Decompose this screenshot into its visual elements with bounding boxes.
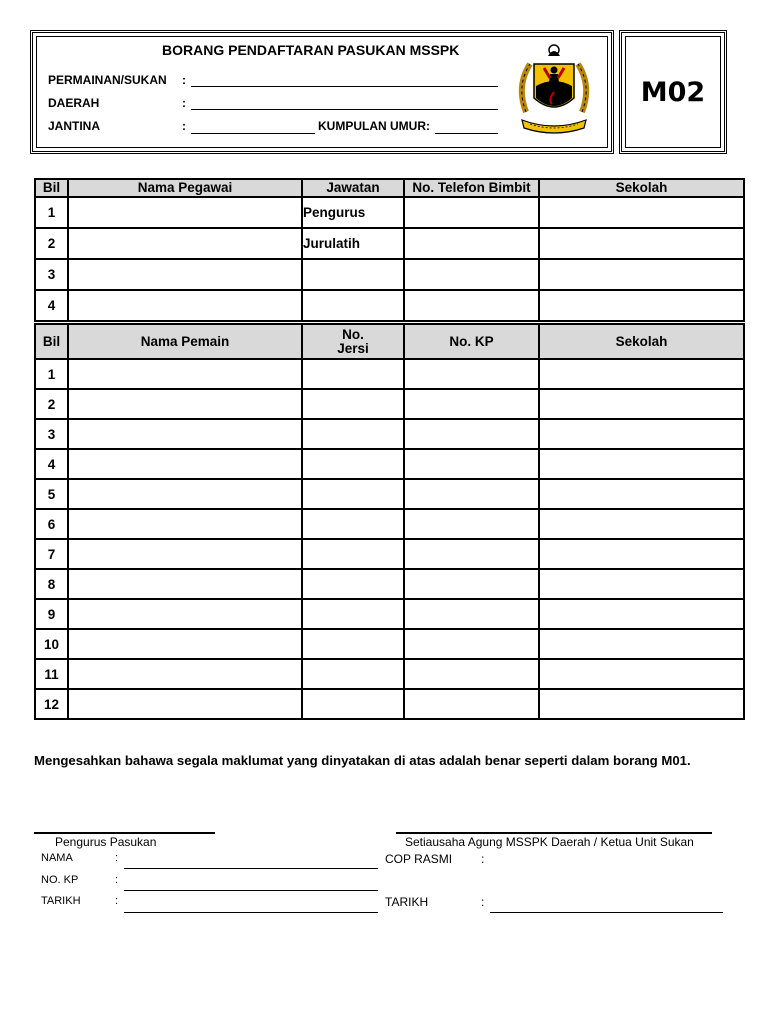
state-emblem-icon <box>514 42 594 138</box>
no-kp-cell[interactable] <box>404 659 539 689</box>
col-header-bil: Bil <box>35 324 68 359</box>
table-row <box>35 689 744 719</box>
no-jersi-cell[interactable] <box>302 659 404 689</box>
nama-pegawai-cell[interactable] <box>68 197 302 228</box>
no-jersi-cell[interactable] <box>302 359 404 389</box>
setiausaha-title: Setiausaha Agung MSSPK Daerah / Ketua Unit Sukan <box>405 835 694 849</box>
sekolah-cell[interactable] <box>539 479 744 509</box>
player-rows <box>35 359 744 719</box>
nama-pemain-cell[interactable] <box>68 449 302 479</box>
table-row <box>35 419 744 449</box>
pengurus-title: Pengurus Pasukan <box>55 835 157 849</box>
tarikh-field-left[interactable] <box>124 912 378 913</box>
no-kp-cell[interactable] <box>404 599 539 629</box>
nama-pemain-cell[interactable] <box>68 479 302 509</box>
tarikh-field-right[interactable] <box>490 912 723 913</box>
row-number: 1 <box>35 197 68 228</box>
nama-pegawai-cell[interactable] <box>68 228 302 259</box>
no-kp-cell[interactable] <box>404 629 539 659</box>
nama-field[interactable] <box>124 868 378 869</box>
sekolah-cell[interactable] <box>539 539 744 569</box>
nama-pemain-cell[interactable] <box>68 359 302 389</box>
no-kp-field[interactable] <box>124 890 378 891</box>
nama-pemain-cell[interactable] <box>68 599 302 629</box>
table-row <box>35 569 744 599</box>
no-kp-cell[interactable] <box>404 449 539 479</box>
no-jersi-cell[interactable] <box>302 689 404 719</box>
row-number: 1 <box>35 359 68 389</box>
daerah-field[interactable] <box>191 109 498 110</box>
form-title: BORANG PENDAFTARAN PASUKAN MSSPK <box>162 42 460 58</box>
jawatan-cell: Pengurus <box>302 197 404 228</box>
row-number: 10 <box>35 629 68 659</box>
nama-pemain-cell[interactable] <box>68 389 302 419</box>
telefon-cell[interactable] <box>404 259 539 290</box>
colon-no-kp: : <box>115 874 119 886</box>
sekolah-cell[interactable] <box>539 599 744 629</box>
nama-pemain-cell[interactable] <box>68 659 302 689</box>
row-number: 2 <box>35 228 68 259</box>
row-number: 3 <box>35 259 68 290</box>
officials-table <box>34 178 745 322</box>
col-header-nama-pemain: Nama Pemain <box>68 324 302 359</box>
setiausaha-signature-line[interactable] <box>396 832 712 834</box>
nama-pemain-cell[interactable] <box>68 629 302 659</box>
jawatan-cell: Jurulatih <box>302 228 404 259</box>
table-row <box>35 389 744 419</box>
players-header-row <box>35 324 744 359</box>
no-jersi-cell[interactable] <box>302 449 404 479</box>
jantina-field[interactable] <box>191 133 315 134</box>
row-number: 7 <box>35 539 68 569</box>
col-header-telefon: No. Telefon Bimbit <box>404 179 539 197</box>
confirmation-statement: Mengesahkan bahawa segala maklumat yang dinyatakan di atas adalah benar seperti dalam borang M01. <box>34 753 691 768</box>
table-row <box>35 359 744 389</box>
row-number: 5 <box>35 479 68 509</box>
nama-pegawai-cell[interactable] <box>68 290 302 321</box>
no-jersi-cell[interactable] <box>302 419 404 449</box>
col-header-bil: Bil <box>35 179 68 197</box>
row-number: 8 <box>35 569 68 599</box>
no-jersi-cell[interactable] <box>302 569 404 599</box>
no-kp-cell[interactable] <box>404 479 539 509</box>
telefon-cell[interactable] <box>404 197 539 228</box>
sekolah-cell[interactable] <box>539 389 744 419</box>
jersi-header-line2: Jersi <box>337 340 369 356</box>
sekolah-cell[interactable] <box>539 449 744 479</box>
no-jersi-cell[interactable] <box>302 479 404 509</box>
no-kp-cell[interactable] <box>404 689 539 719</box>
col-header-no-jersi <box>302 324 404 359</box>
label-cop-rasmi: COP RASMI <box>385 852 453 866</box>
colon-nama: : <box>115 852 119 864</box>
players-table <box>34 323 745 720</box>
no-kp-cell[interactable] <box>404 509 539 539</box>
jawatan-cell[interactable] <box>302 290 404 321</box>
nama-pemain-cell[interactable] <box>68 689 302 719</box>
sekolah-cell[interactable] <box>539 197 744 228</box>
colon-daerah: : <box>182 96 186 110</box>
sekolah-cell[interactable] <box>539 259 744 290</box>
colon-tarikh-right: : <box>481 895 485 909</box>
row-number: 6 <box>35 509 68 539</box>
no-kp-cell[interactable] <box>404 539 539 569</box>
nama-pemain-cell[interactable] <box>68 419 302 449</box>
table-row <box>35 290 744 321</box>
label-nama: NAMA <box>41 852 73 864</box>
sekolah-cell[interactable] <box>539 228 744 259</box>
row-number: 12 <box>35 689 68 719</box>
pengurus-signature-line[interactable] <box>34 832 215 834</box>
sekolah-cell[interactable] <box>539 359 744 389</box>
no-kp-cell[interactable] <box>404 419 539 449</box>
nama-pemain-cell[interactable] <box>68 509 302 539</box>
no-jersi-cell[interactable] <box>302 629 404 659</box>
telefon-cell[interactable] <box>404 290 539 321</box>
colon-permainan: : <box>182 73 186 87</box>
sekolah-cell[interactable] <box>539 509 744 539</box>
sekolah-cell[interactable] <box>539 569 744 599</box>
nama-pemain-cell[interactable] <box>68 539 302 569</box>
table-row <box>35 449 744 479</box>
col-header-sekolah: Sekolah <box>539 179 744 197</box>
table-row <box>35 539 744 569</box>
table-row <box>35 197 744 228</box>
label-no-kp: NO. KP <box>41 874 79 886</box>
no-jersi-cell[interactable] <box>302 539 404 569</box>
no-kp-cell[interactable] <box>404 359 539 389</box>
row-number: 11 <box>35 659 68 689</box>
table-row <box>35 659 744 689</box>
label-tarikh-right: TARIKH <box>385 895 429 909</box>
no-kp-cell[interactable] <box>404 569 539 599</box>
table-row <box>35 629 744 659</box>
col-header-jawatan: Jawatan <box>302 179 404 197</box>
col-header-sekolah: Sekolah <box>539 324 744 359</box>
label-tarikh-left: TARIKH <box>41 895 81 907</box>
col-header-nama-pegawai: Nama Pegawai <box>68 179 302 197</box>
label-daerah: DAERAH <box>48 96 100 110</box>
col-header-no-kp: No. KP <box>404 324 539 359</box>
sekolah-cell[interactable] <box>539 419 744 449</box>
label-jantina: JANTINA <box>48 119 101 133</box>
no-jersi-cell[interactable] <box>302 599 404 629</box>
colon-jantina: : <box>182 119 186 133</box>
sekolah-cell[interactable] <box>539 689 744 719</box>
row-number: 4 <box>35 290 68 321</box>
officials-header-row <box>35 179 744 197</box>
no-jersi-cell[interactable] <box>302 389 404 419</box>
nama-pemain-cell[interactable] <box>68 569 302 599</box>
no-kp-cell[interactable] <box>404 389 539 419</box>
label-kumpulan-umur: KUMPULAN UMUR: <box>318 119 430 133</box>
row-number: 2 <box>35 389 68 419</box>
row-number: 3 <box>35 419 68 449</box>
row-number: 4 <box>35 449 68 479</box>
row-number: 9 <box>35 599 68 629</box>
table-row <box>35 479 744 509</box>
jawatan-cell[interactable] <box>302 259 404 290</box>
jersi-header-line1: No. <box>342 326 364 342</box>
form-code: M02 <box>619 30 727 154</box>
table-row <box>35 228 744 259</box>
no-jersi-cell[interactable] <box>302 509 404 539</box>
table-row <box>35 599 744 629</box>
colon-tarikh-left: : <box>115 895 119 907</box>
sekolah-cell[interactable] <box>539 290 744 321</box>
table-row <box>35 509 744 539</box>
kumpulan-umur-field[interactable] <box>435 133 498 134</box>
sekolah-cell[interactable] <box>539 629 744 659</box>
label-permainan: PERMAINAN/SUKAN <box>48 73 167 87</box>
telefon-cell[interactable] <box>404 228 539 259</box>
permainan-field[interactable] <box>191 86 498 87</box>
colon-cop-rasmi: : <box>481 852 485 866</box>
sekolah-cell[interactable] <box>539 659 744 689</box>
table-row <box>35 259 744 290</box>
nama-pegawai-cell[interactable] <box>68 259 302 290</box>
